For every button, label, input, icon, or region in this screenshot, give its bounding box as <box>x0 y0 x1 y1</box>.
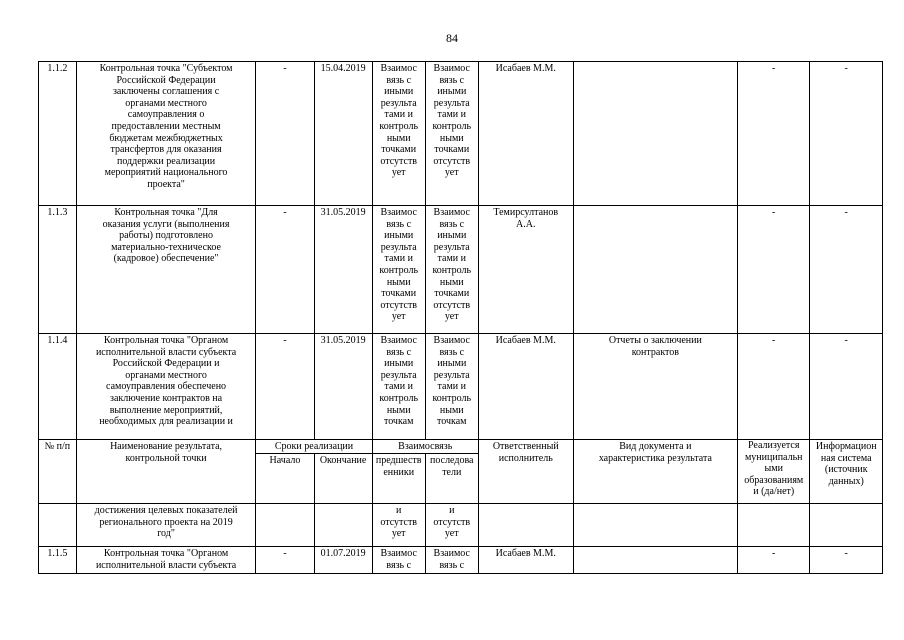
table-row <box>39 206 883 334</box>
successors: и отсутств ует <box>425 504 478 547</box>
successors: Взаимос вязь с иными результа тами и контроль ными точками отсутств ует <box>425 62 478 206</box>
result-name: Контрольная точка "Органом исполнительной власти субъекта Российской Федерации и органами местного самоуправления обеспечено заключение контрактов на выполнение мероприятий, необходимых для реализации и <box>76 334 256 440</box>
result-name: достижения целевых показателей регионального проекта на 2019 год" <box>76 504 256 547</box>
doc-type <box>573 206 737 334</box>
header-row <box>39 440 883 454</box>
header-info-system: Информацион ная система (источник данных) <box>810 440 883 504</box>
header-end: Окончание <box>314 454 372 504</box>
header-responsible: Ответственный исполнитель <box>478 440 573 504</box>
end-date: 01.07.2019 <box>314 547 372 574</box>
successors: Взаимос вязь с иными результа тами и контроль ными точками отсутств ует <box>425 206 478 334</box>
result-name: Контрольная точка "Субъектом Российской Федерации заключены соглашения с органами местного самоуправления о предоставлении местным бюджетам межбюджетных трансфертов для оказания поддержки реализации мероприятий национального проекта" <box>76 62 256 206</box>
info-system: - <box>810 62 883 206</box>
header-municipal: Реализуется муниципальн ыми образованиям и (да/нет) <box>738 440 810 504</box>
municipal-flag: - <box>738 62 810 206</box>
table-row <box>39 334 883 440</box>
end-date <box>314 504 372 547</box>
header-predecessors: предшеств енники <box>372 454 425 504</box>
doc-type <box>573 62 737 206</box>
end-date: 15.04.2019 <box>314 62 372 206</box>
result-name: Контрольная точка "Органом исполнительной власти субъекта <box>76 547 256 574</box>
predecessors: Взаимос вязь с иными результа тами и контроль ными точками отсутств ует <box>372 62 425 206</box>
predecessors: Взаимос вязь с иными результа тами и контроль ными точками отсутств ует <box>372 206 425 334</box>
row-number <box>39 504 77 547</box>
header-deadlines: Сроки реализации <box>256 440 372 454</box>
result-name: Контрольная точка "Для оказания услуги (выполнения работы) подготовлено материально-техническое (кадровое) обеспечение" <box>76 206 256 334</box>
start-date: - <box>256 334 314 440</box>
info-system: - <box>810 206 883 334</box>
header-doc-type: Вид документа и характеристика результата <box>573 440 737 504</box>
municipal-flag: - <box>738 547 810 574</box>
responsible: Исабаев М.М. <box>478 547 573 574</box>
responsible <box>478 504 573 547</box>
page-number: 84 <box>446 31 458 45</box>
successors: Взаимос вязь с <box>425 547 478 574</box>
municipal-flag <box>738 504 810 547</box>
doc-type <box>573 504 737 547</box>
header-name: Наименование результата, контрольной точки <box>76 440 256 504</box>
start-date: - <box>256 206 314 334</box>
info-system <box>810 504 883 547</box>
table-row <box>39 547 883 574</box>
responsible: Исабаев М.М. <box>478 334 573 440</box>
header-successors: последова тели <box>425 454 478 504</box>
plan-table <box>38 61 883 574</box>
successors: Взаимос вязь с иными результа тами и контроль ными точкам <box>425 334 478 440</box>
municipal-flag: - <box>738 334 810 440</box>
row-number: 1.1.2 <box>39 62 77 206</box>
end-date: 31.05.2019 <box>314 334 372 440</box>
doc-type <box>573 547 737 574</box>
municipal-flag: - <box>738 206 810 334</box>
predecessors: и отсутств ует <box>372 504 425 547</box>
header-start: Начало <box>256 454 314 504</box>
info-system: - <box>810 547 883 574</box>
table-row <box>39 62 883 206</box>
predecessors: Взаимос вязь с иными результа тами и контроль ными точкам <box>372 334 425 440</box>
row-number: 1.1.4 <box>39 334 77 440</box>
info-system: - <box>810 334 883 440</box>
header-relation: Взаимосвязь <box>372 440 478 454</box>
start-date: - <box>256 62 314 206</box>
row-number: 1.1.5 <box>39 547 77 574</box>
doc-type: Отчеты о заключении контрактов <box>573 334 737 440</box>
table-row <box>39 504 883 547</box>
responsible: Темирсултанов А.А. <box>478 206 573 334</box>
start-date <box>256 504 314 547</box>
start-date: - <box>256 547 314 574</box>
end-date: 31.05.2019 <box>314 206 372 334</box>
responsible: Исабаев М.М. <box>478 62 573 206</box>
header-number: № п/п <box>39 440 77 504</box>
row-number: 1.1.3 <box>39 206 77 334</box>
predecessors: Взаимос вязь с <box>372 547 425 574</box>
